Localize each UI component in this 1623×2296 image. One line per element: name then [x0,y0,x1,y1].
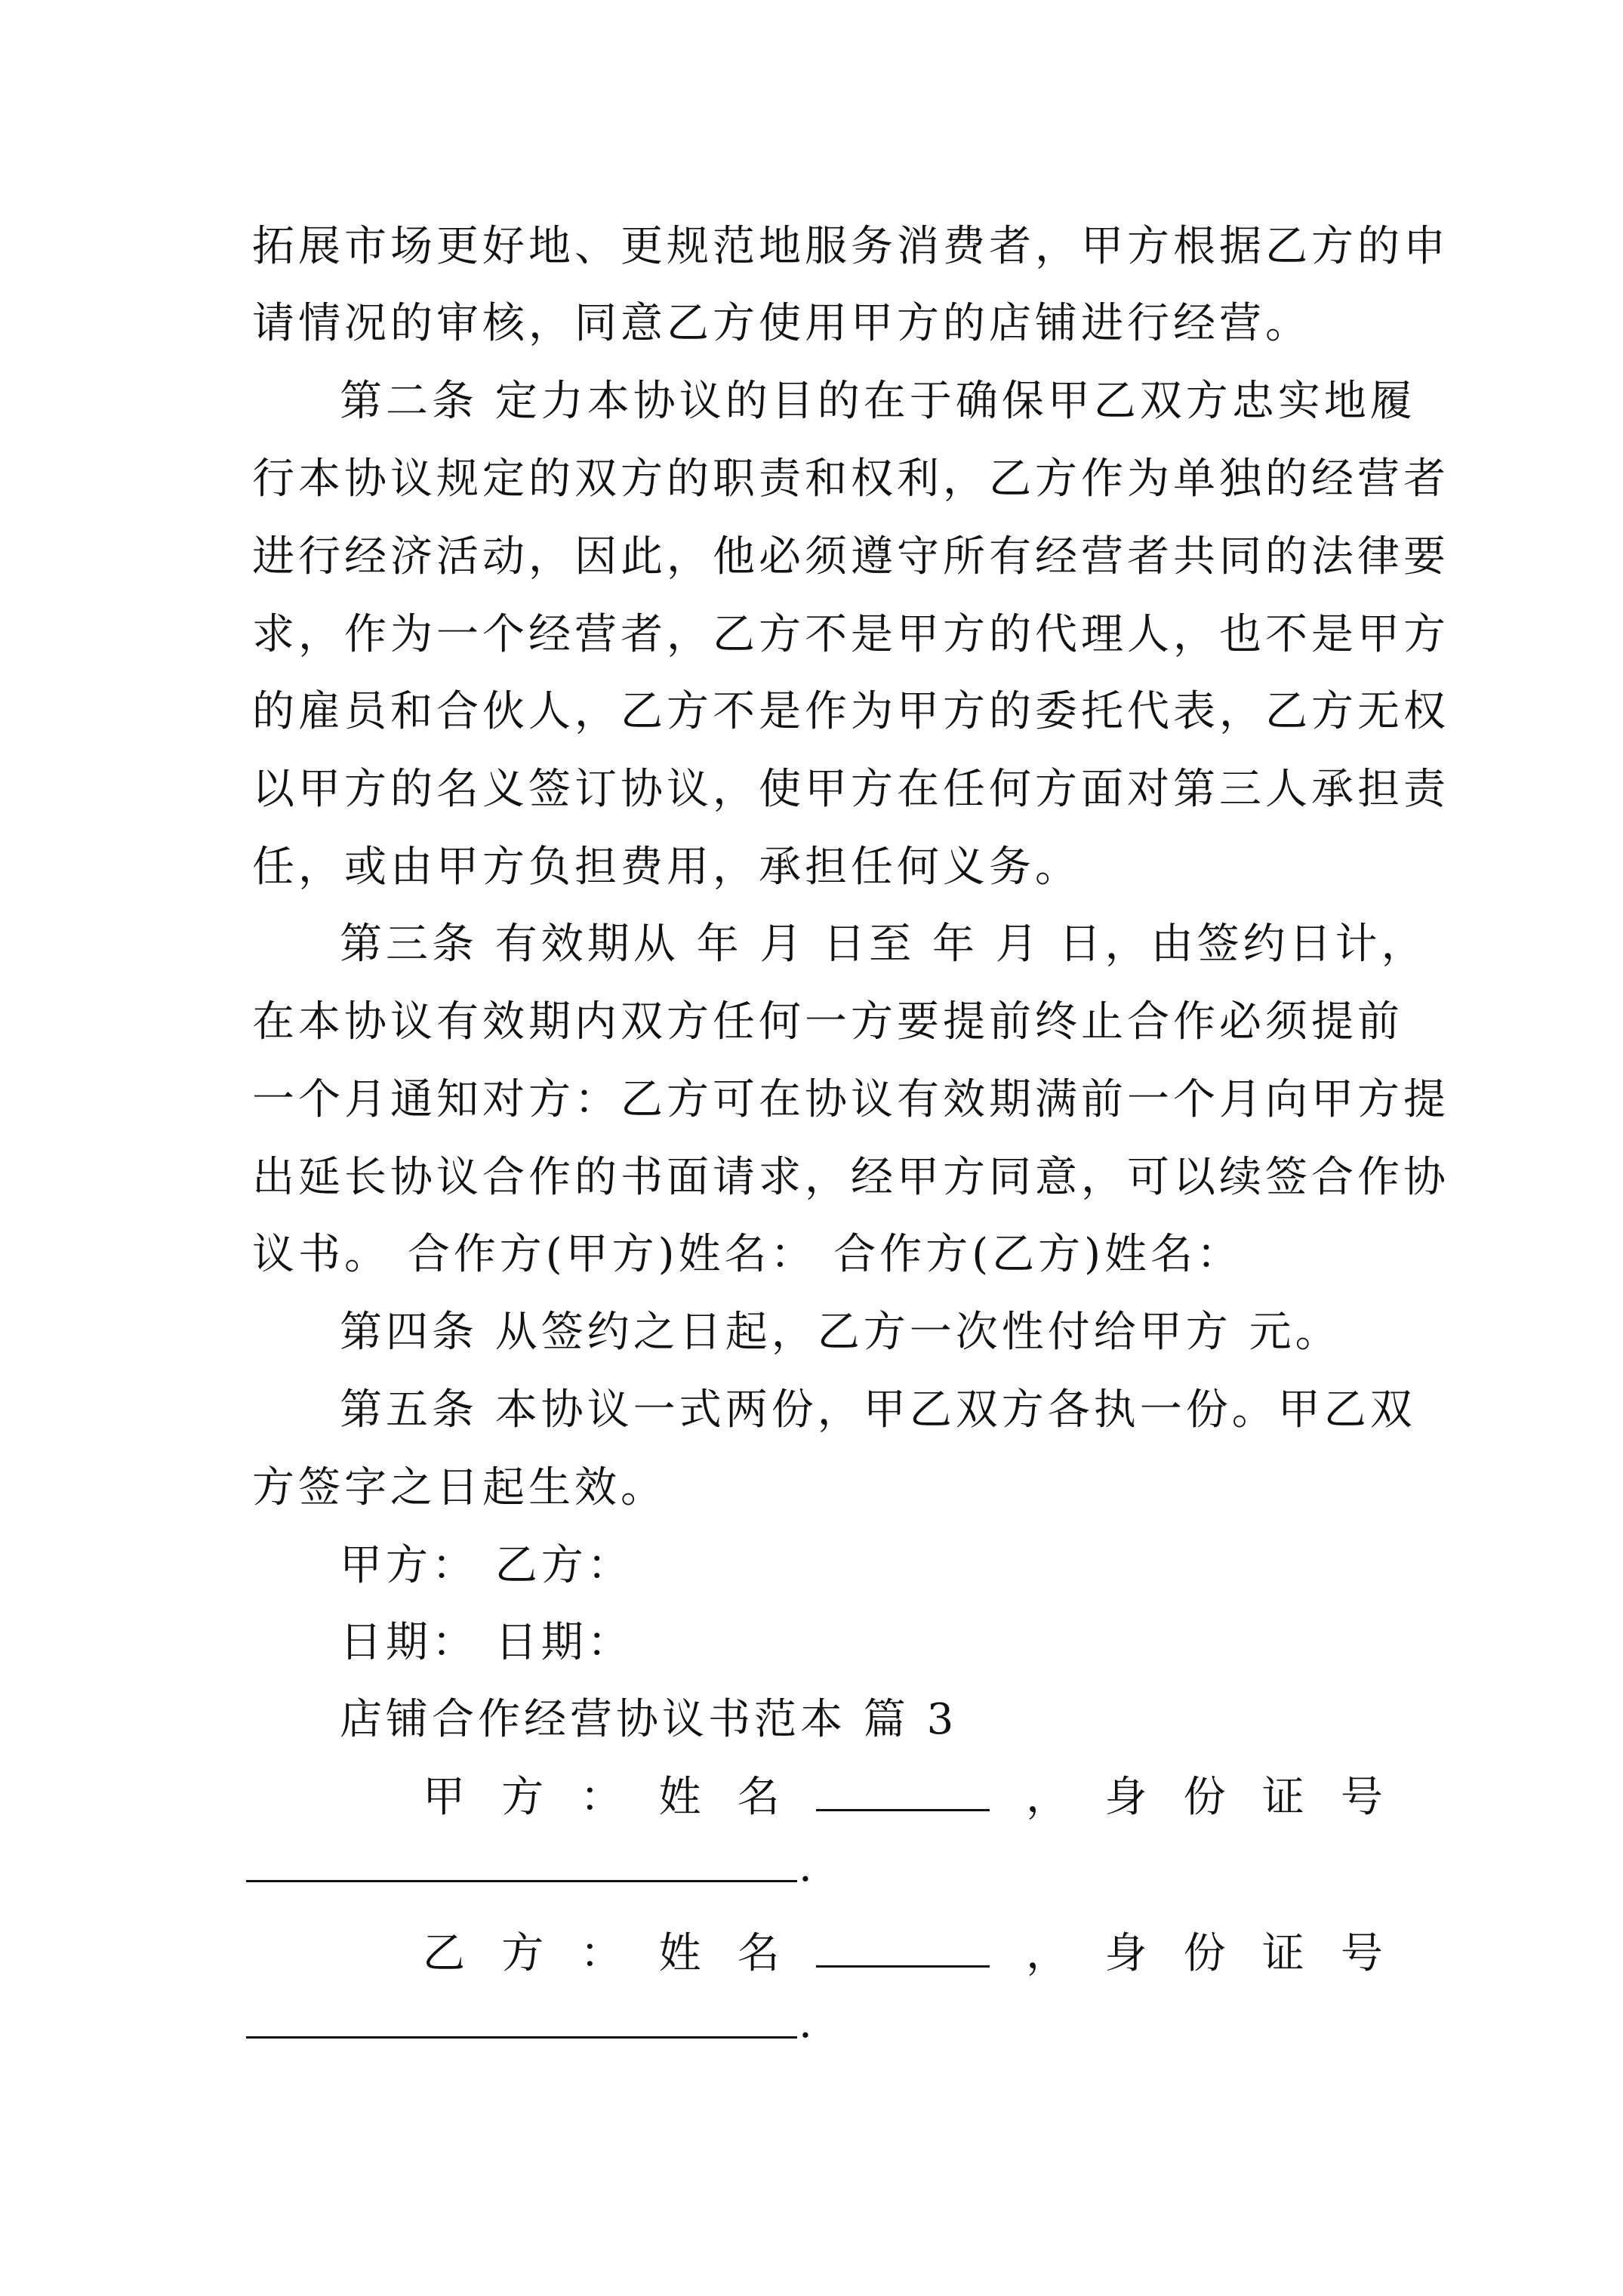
party-b-label-char: ： [580,1929,623,1978]
party-a-name-id-row [423,1771,1383,1824]
article-4-line: 第四条 从签约之日起，乙方一次性付给甲方 元。 [340,1308,1341,1357]
party-b-label-char: 姓 [658,1929,701,1978]
party-b-id-char: ， [1026,1929,1069,1978]
party-b-id-char: 份 [1183,1929,1226,1978]
party-a-id-char: 身 [1104,1773,1147,1822]
text-line: 议书。 合作方(甲方)姓名： 合作方(乙方)姓名： [252,1230,1243,1279]
party-b-name-blank [816,1931,990,1968]
party-a-label-char: 姓 [658,1773,701,1822]
party-a-id-char: 号 [1340,1773,1383,1822]
party-b-end-mark: . [799,1999,812,2048]
party-b-id-char: 身 [1104,1929,1147,1978]
text-line: 求，作为一个经营者，乙方不是甲方的代理人，也不是甲方 [252,610,1449,659]
party-b-label-char: 方 [501,1929,544,1978]
party-a-id-char: ， [1026,1773,1069,1822]
text-line: 在本协议有效期内双方任何一方要提前终止合作必须提前 [252,997,1403,1046]
party-a-label-char: 甲 [423,1773,465,1822]
text-line: 进行经济活动，因此，他必须遵守所有经营者共同的法律要 [252,532,1449,581]
text-line: 以甲方的名义签订协议，使甲方在任何方面对第三人承担责 [252,765,1449,814]
text-line: 一个月通知对方：乙方可在协议有效期满前一个月向甲方提 [252,1075,1449,1124]
party-a-label-char: ： [580,1773,623,1822]
party-b-id-char: 号 [1340,1929,1383,1978]
party-a-id-char: 证 [1261,1773,1304,1822]
party-b-id-blank [246,2036,797,2039]
text-line: 任，或由甲方负担费用，承担任何义务。 [252,843,1081,892]
article-3-heading-line: 第三条 有效期从 年 月 日至 年 月 日，由签约日计， [340,920,1427,969]
text-line: 方签字之日起生效。 [252,1463,667,1512]
text-line: 的雇员和合伙人，乙方不是作为甲方的委托代表，乙方无权 [252,687,1449,736]
text-line: 拓展市场更好地、更规范地服务消费者，甲方根据乙方的申 [252,222,1449,271]
party-b-id-char: 证 [1261,1929,1304,1978]
party-a-label-char: 方 [501,1773,544,1822]
party-a-end-mark: . [799,1842,812,1891]
text-line: 出延长协议合作的书面请求，经甲方同意，可以续签合作协 [252,1153,1449,1202]
party-a-name-blank [816,1774,990,1811]
party-b-label-char: 名 [737,1929,780,1978]
section-title: 店铺合作经营协议书范本 篇 3 [340,1695,958,1744]
party-b-label-char: 乙 [423,1929,465,1978]
article-2-heading-line: 第二条 定力本协议的目的在于确保甲乙双方忠实地履 [340,377,1416,426]
party-b-name-id-row [423,1928,1383,1980]
party-a-label-char: 名 [737,1773,780,1822]
party-a-id-char: 份 [1183,1773,1226,1822]
text-line: 行本协议规定的双方的职责和权利，乙方作为单独的经营者 [252,455,1449,504]
party-a-id-blank [246,1880,797,1882]
article-5-heading-line: 第五条 本协议一式两份，甲乙双方各执一份。甲乙双 [340,1385,1416,1435]
signature-party-line: 甲方： 乙方： [340,1541,633,1590]
text-line: 请情况的审核，同意乙方使用甲方的店铺进行经营。 [252,299,1311,348]
signature-date-line: 日期： 日期： [340,1618,633,1667]
